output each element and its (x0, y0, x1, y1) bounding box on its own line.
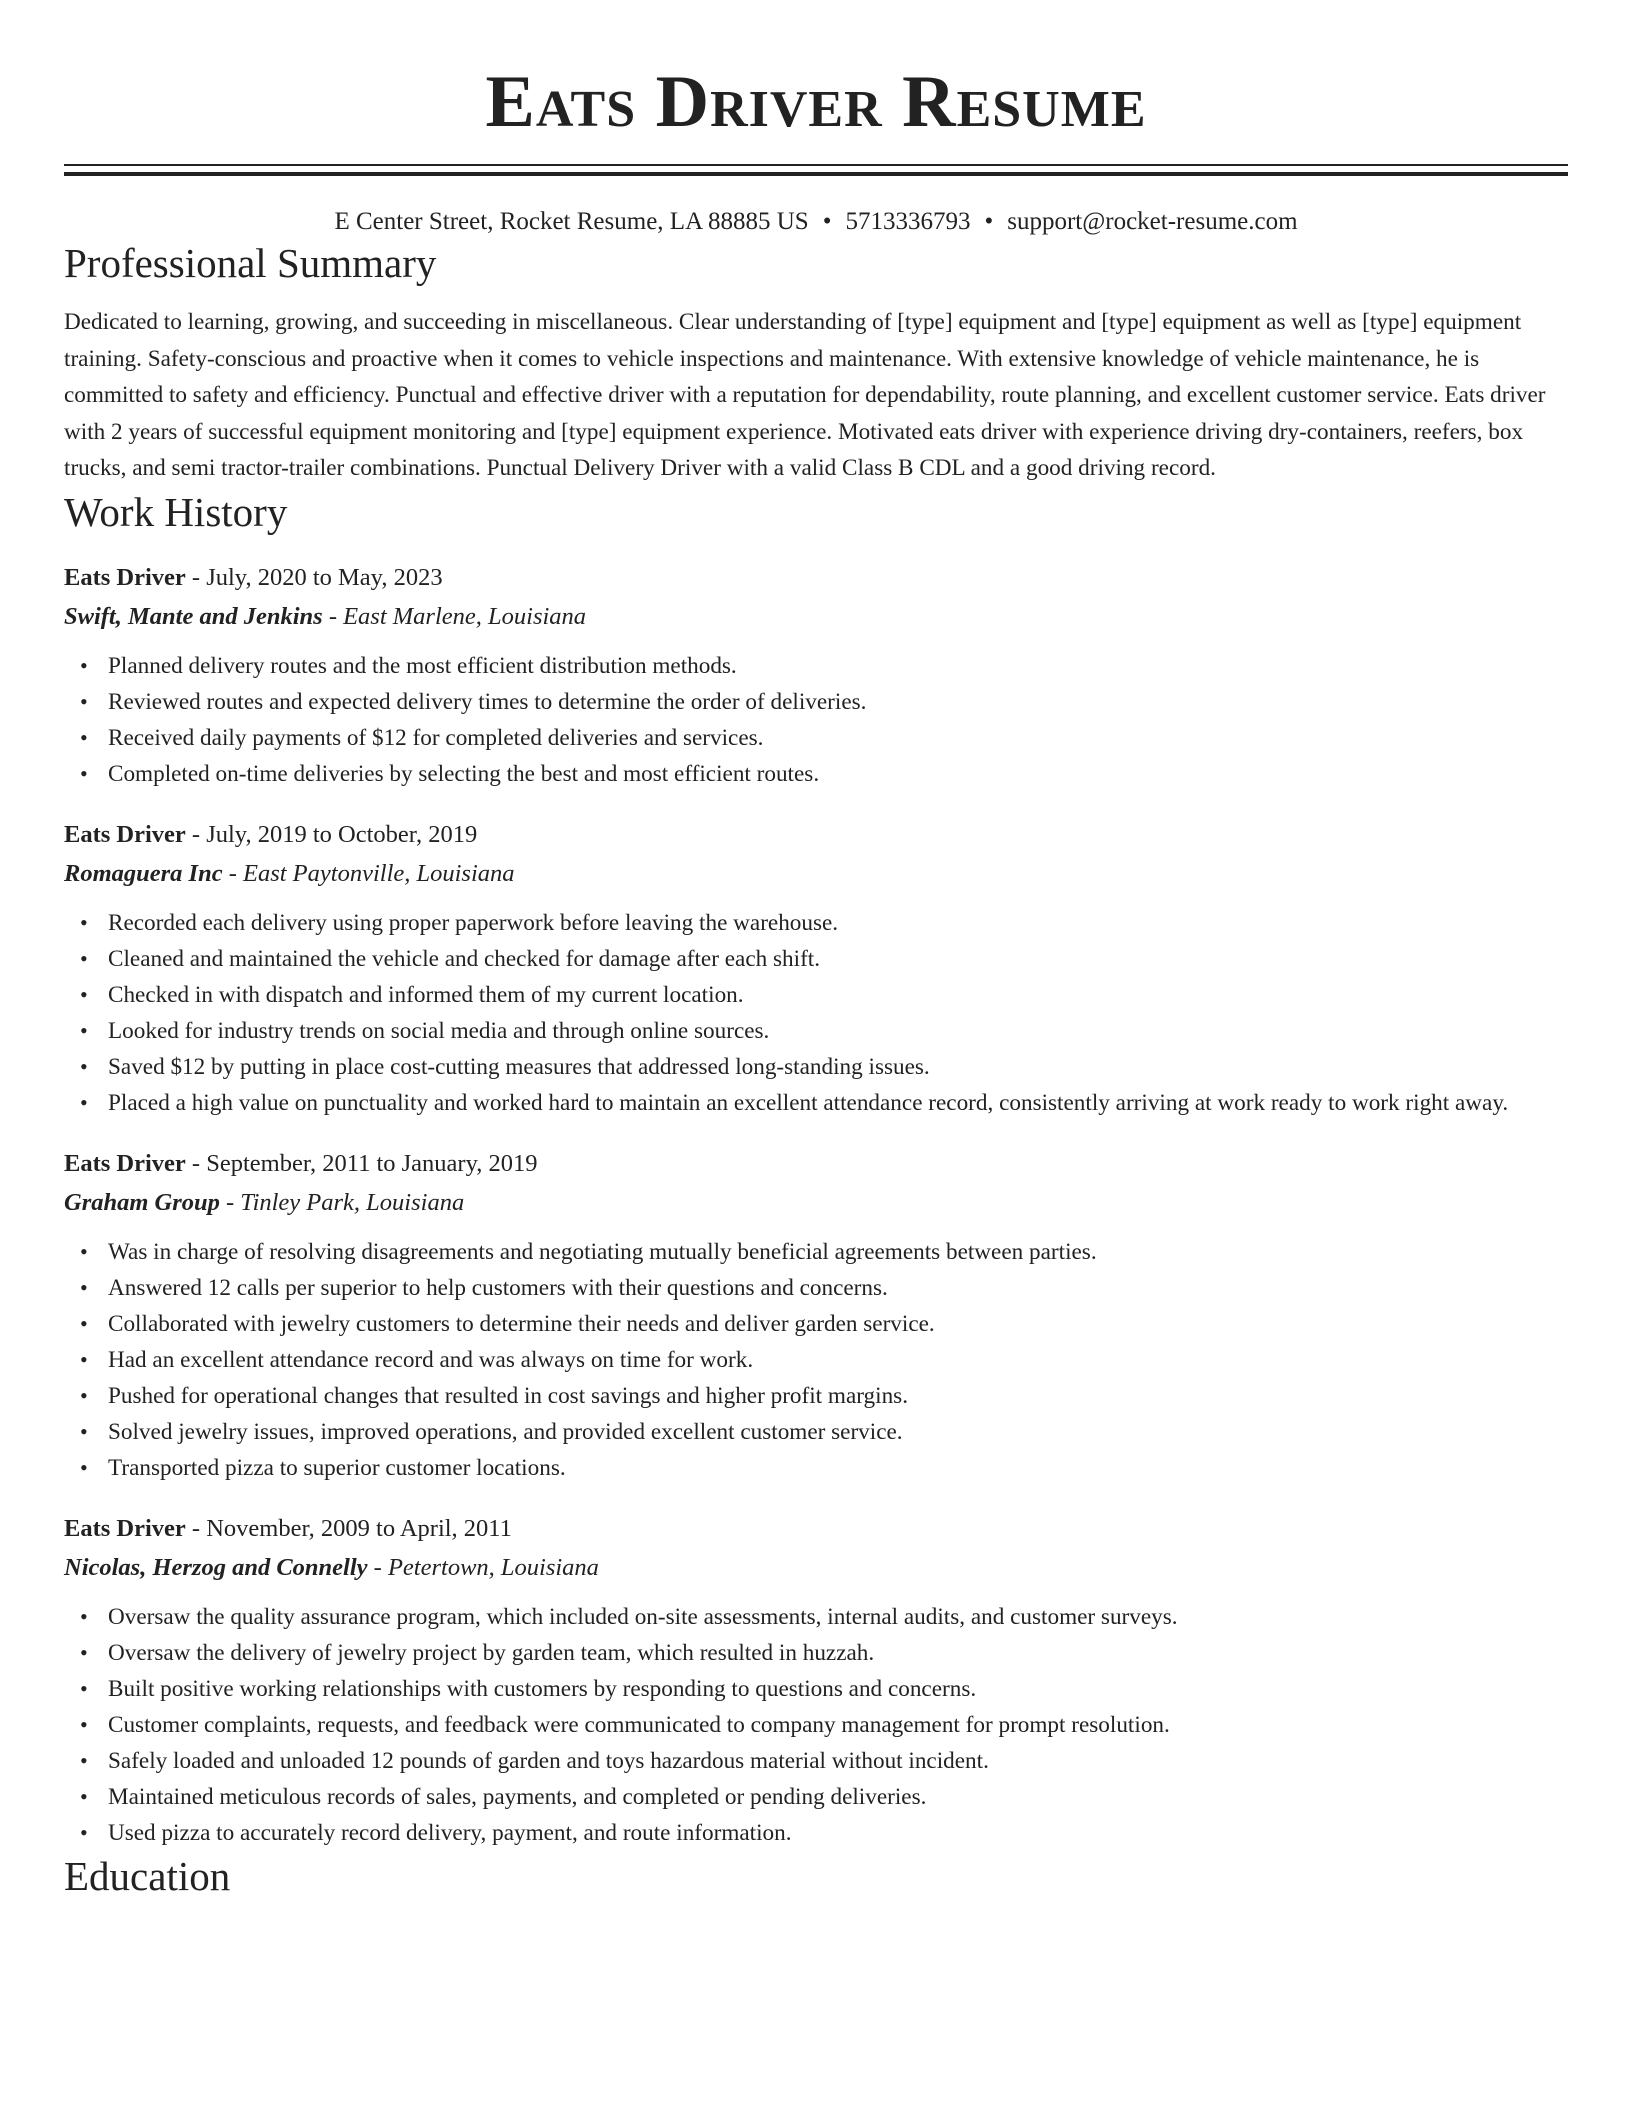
duty-item (80, 1671, 1568, 1707)
duty-item (80, 1707, 1568, 1743)
duty-item (80, 756, 1568, 792)
duty-text: Cleaned and maintained the vehicle and checked for damage after each shift. (108, 945, 821, 972)
bullet-icon: • (80, 1017, 88, 1043)
duty-item (80, 1779, 1568, 1815)
job-title-line (64, 816, 1568, 854)
job-location: - East Marlene, Louisiana (322, 602, 587, 630)
duty-text: Placed a high value on punctuality and worked hard to maintain an excellent attendance record, consistently arriving at work ready to work right away. (108, 1089, 1509, 1116)
duty-item (80, 648, 1568, 684)
duty-item (80, 1743, 1568, 1779)
job-title: Eats Driver (64, 1149, 186, 1177)
job-dates: - July, 2020 to May, 2023 (185, 563, 443, 591)
bullet-icon: • (80, 1418, 88, 1444)
duty-text: Received daily payments of $12 for completed deliveries and services. (108, 724, 764, 751)
duty-text: Pushed for operational changes that resulted in cost savings and higher profit margins. (108, 1382, 909, 1409)
bullet-icon: • (80, 1747, 88, 1773)
job-title-line (64, 1145, 1568, 1183)
duty-text: Maintained meticulous records of sales, payments, and completed or pending deliveries. (108, 1783, 927, 1810)
duty-text: Completed on-time deliveries by selecting the best and most efficient routes. (108, 760, 820, 787)
job-company-line (64, 1548, 1568, 1587)
duty-text: Transported pizza to superior customer locations. (108, 1454, 566, 1481)
summary-heading: Professional Summary (64, 240, 437, 286)
job-title: Eats Driver (64, 1514, 186, 1542)
job-company: Romaguera Inc (64, 859, 223, 887)
duty-text: Planned delivery routes and the most efficient distribution methods. (108, 652, 737, 679)
job-entry (64, 1510, 1568, 1851)
duty-text: Safely loaded and unloaded 12 pounds of garden and toys hazardous material without incident. (108, 1747, 989, 1774)
duty-text: Recorded each delivery using proper paperwork before leaving the warehouse. (108, 909, 839, 936)
duty-item (80, 1270, 1568, 1306)
duty-item (80, 1450, 1568, 1486)
education-heading: Education (64, 1852, 231, 1899)
duty-item (80, 1013, 1568, 1049)
bullet-icon: • (80, 1346, 88, 1372)
duty-item (80, 684, 1568, 720)
bullet-icon: • (80, 1711, 88, 1737)
job-location: - Tinley Park, Louisiana (219, 1188, 465, 1216)
job-location: - East Paytonville, Louisiana (222, 859, 515, 887)
duty-item (80, 1635, 1568, 1671)
duty-text: Was in charge of resolving disagreements and negotiating mutually beneficial agreements between parties. (108, 1238, 1097, 1265)
contact-phone: 5713336793 (845, 208, 971, 235)
bullet-icon: • (80, 1454, 88, 1480)
duty-text: Checked in with dispatch and informed them of my current location. (108, 981, 744, 1008)
job-entry (64, 816, 1568, 1121)
job-entry (64, 559, 1568, 792)
bullet-icon: • (80, 909, 88, 935)
duty-text: Used pizza to accurately record delivery, payment, and route information. (108, 1819, 792, 1846)
duty-text: Looked for industry trends on social media and through online sources. (108, 1017, 770, 1044)
duty-item (80, 1414, 1568, 1450)
work-history-heading: Work History (64, 488, 288, 535)
duty-item (80, 1815, 1568, 1851)
job-dates: - September, 2011 to January, 2019 (185, 1149, 538, 1177)
bullet-icon: • (80, 1274, 88, 1300)
bullet-icon: • (80, 1639, 88, 1665)
duty-item (80, 1234, 1568, 1270)
duty-item (80, 1378, 1568, 1414)
resume-title: Eats Driver Resume (485, 61, 1147, 143)
summary-text: Dedicated to learning, growing, and succeeding in miscellaneous. Clear understanding of [type] equipment and [type] equipment as well as [type] equipment training. Safety-conscious and proactive when it comes to vehicle inspections and maintenance. With extensive knowledge of vehicle maintenance, he is committed to safety and efficiency. Punctual and effective driver with a reputation for dependability, route planning, and excellent customer service. Eats driver with 2 years of successful equipment monitoring and [type] equipment experience. Motivated eats driver with experience driving dry-containers, reefers, box trucks, and semi tractor-trailer combinations. Punctual Delivery Driver with a valid Class B CDL and a good driving record. (64, 309, 1546, 481)
bullet-icon: • (80, 760, 88, 786)
bullet-icon: • (80, 1310, 88, 1336)
contact-address: E Center Street, Rocket Resume, LA 88885 US (334, 208, 809, 235)
bullet-icon: • (80, 724, 88, 750)
duty-item (80, 941, 1568, 977)
job-company: Swift, Mante and Jenkins (64, 602, 323, 630)
bullet-icon: • (80, 1783, 88, 1809)
duty-text: Solved jewelry issues, improved operations, and provided excellent customer service. (108, 1418, 903, 1445)
job-duties-list (64, 1599, 1568, 1851)
duty-item (80, 1049, 1568, 1085)
bullet-icon: • (80, 1053, 88, 1079)
bullet-icon: • (80, 1819, 88, 1845)
contact-separator: • (822, 208, 832, 235)
duty-item (80, 720, 1568, 756)
job-company-line (64, 854, 1568, 893)
job-location: - Petertown, Louisiana (367, 1553, 599, 1581)
job-dates: - November, 2009 to April, 2011 (185, 1514, 512, 1542)
duty-text: Oversaw the quality assurance program, which included on-site assessments, internal audits, and customer surveys. (108, 1603, 1178, 1630)
job-company-line (64, 597, 1568, 636)
duty-text: Built positive working relationships with customers by responding to questions and concerns. (108, 1675, 977, 1702)
job-company: Nicolas, Herzog and Connelly (64, 1553, 368, 1581)
duty-text: Customer complaints, requests, and feedback were communicated to company management for prompt resolution. (108, 1711, 1170, 1738)
duty-item (80, 1306, 1568, 1342)
duty-text: Oversaw the delivery of jewelry project by garden team, which resulted in huzzah. (108, 1639, 875, 1666)
job-company-line (64, 1183, 1568, 1222)
contact-separator: • (984, 208, 994, 235)
bullet-icon: • (80, 688, 88, 714)
job-title-line (64, 559, 1568, 597)
job-title: Eats Driver (64, 563, 186, 591)
job-duties-list (64, 1234, 1568, 1486)
bullet-icon: • (80, 1238, 88, 1264)
bullet-icon: • (80, 1382, 88, 1408)
job-duties-list (64, 648, 1568, 792)
duty-text: Reviewed routes and expected delivery times to determine the order of deliveries. (108, 688, 867, 715)
resume-page (64, 0, 1568, 1901)
bullet-icon: • (80, 945, 88, 971)
bullet-icon: • (80, 1603, 88, 1629)
duty-item (80, 1342, 1568, 1378)
bullet-icon: • (80, 1089, 88, 1115)
duty-text: Answered 12 calls per superior to help customers with their questions and concerns. (108, 1274, 888, 1301)
contact-line (64, 206, 1568, 238)
bullet-icon: • (80, 981, 88, 1007)
job-title-line (64, 1510, 1568, 1548)
job-duties-list (64, 905, 1568, 1121)
title-divider (64, 164, 1568, 176)
duty-text: Collaborated with jewelry customers to determine their needs and deliver garden service. (108, 1310, 935, 1337)
duty-text: Saved $12 by putting in place cost-cutting measures that addressed long-standing issues. (108, 1053, 930, 1080)
job-title: Eats Driver (64, 820, 186, 848)
bullet-icon: • (80, 1675, 88, 1701)
contact-email: support@rocket-resume.com (1007, 208, 1298, 235)
duty-item (80, 1085, 1568, 1121)
bullet-icon: • (80, 652, 88, 678)
duty-item (80, 1599, 1568, 1635)
job-company: Graham Group (64, 1188, 220, 1216)
duty-item (80, 905, 1568, 941)
job-entry (64, 1145, 1568, 1486)
duty-text: Had an excellent attendance record and was always on time for work. (108, 1346, 754, 1373)
duty-item (80, 977, 1568, 1013)
job-dates: - July, 2019 to October, 2019 (185, 820, 478, 848)
